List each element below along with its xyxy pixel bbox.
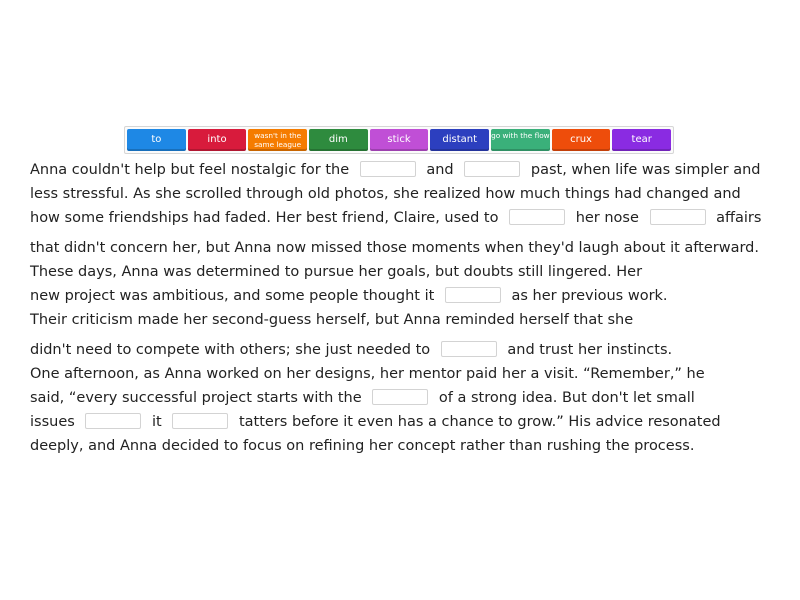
blank-slot-2[interactable] [464, 161, 520, 177]
text-segment: said, “every successful project starts with the [30, 390, 362, 406]
blank-slot-3[interactable] [509, 209, 565, 225]
word-chip-crux[interactable]: crux [552, 129, 611, 151]
passage-line: deeply, and Anna decided to focus on refining her concept rather than rushing the process. [30, 438, 695, 454]
word-chip-to[interactable]: to [127, 129, 186, 151]
text-segment: how some friendships had faded. Her best friend, Claire, used to [30, 210, 499, 226]
blank-slot-1[interactable] [360, 161, 416, 177]
word-chip-into[interactable]: into [188, 129, 247, 151]
passage-line [30, 340, 672, 360]
blank-slot-9[interactable] [172, 413, 228, 429]
blank-slot-4[interactable] [650, 209, 706, 225]
text-segment: as her previous work. [511, 288, 668, 304]
passage-line: These days, Anna was determined to pursue her goals, but doubts still lingered. Her [30, 264, 643, 280]
text-segment: tatters before it even has a chance to grow.” His advice resonated [238, 414, 721, 430]
blank-slot-7[interactable] [372, 389, 428, 405]
word-chip-go-with-the-flow[interactable]: go with the flow [491, 129, 550, 151]
text-segment: it [152, 414, 162, 430]
text-segment: issues [30, 414, 75, 430]
blank-slot-6[interactable] [441, 341, 497, 357]
passage-line [30, 412, 721, 432]
passage-line [30, 208, 761, 228]
text-segment: her nose [575, 210, 639, 226]
passage-line: One afternoon, as Anna worked on her designs, her mentor paid her a visit. “Remember,” he [30, 366, 705, 382]
text-segment: and trust her instincts. [507, 342, 673, 358]
word-bank [124, 126, 674, 154]
blank-slot-5[interactable] [445, 287, 501, 303]
blank-slot-8[interactable] [85, 413, 141, 429]
word-chip-stick[interactable]: stick [370, 129, 429, 151]
text-segment: didn't need to compete with others; she just needed to [30, 342, 431, 358]
passage-line [30, 286, 668, 306]
word-chip-tear[interactable]: tear [612, 129, 671, 151]
word-chip-dim[interactable]: dim [309, 129, 368, 151]
word-chip-wasnt-in-the-same-league[interactable]: wasn't in the same league [248, 129, 307, 151]
text-segment: new project was ambitious, and some people thought it [30, 288, 435, 304]
text-segment: Anna couldn't help but feel nostalgic for the [30, 162, 350, 178]
word-chip-distant[interactable]: distant [430, 129, 489, 151]
text-segment: past, when life was simpler and [530, 162, 761, 178]
passage-line [30, 160, 761, 180]
text-segment: of a strong idea. But don't let small [438, 390, 695, 406]
text-segment: and [426, 162, 454, 178]
passage-line [30, 388, 695, 408]
passage-line: that didn't concern her, but Anna now missed those moments when they'd laugh about it afterward. [30, 240, 759, 256]
passage-line: less stressful. As she scrolled through old photos, she realized how much things had changed and [30, 186, 741, 202]
text-segment: affairs [716, 210, 762, 226]
passage-line: Their criticism made her second-guess herself, but Anna reminded herself that she [30, 312, 634, 328]
